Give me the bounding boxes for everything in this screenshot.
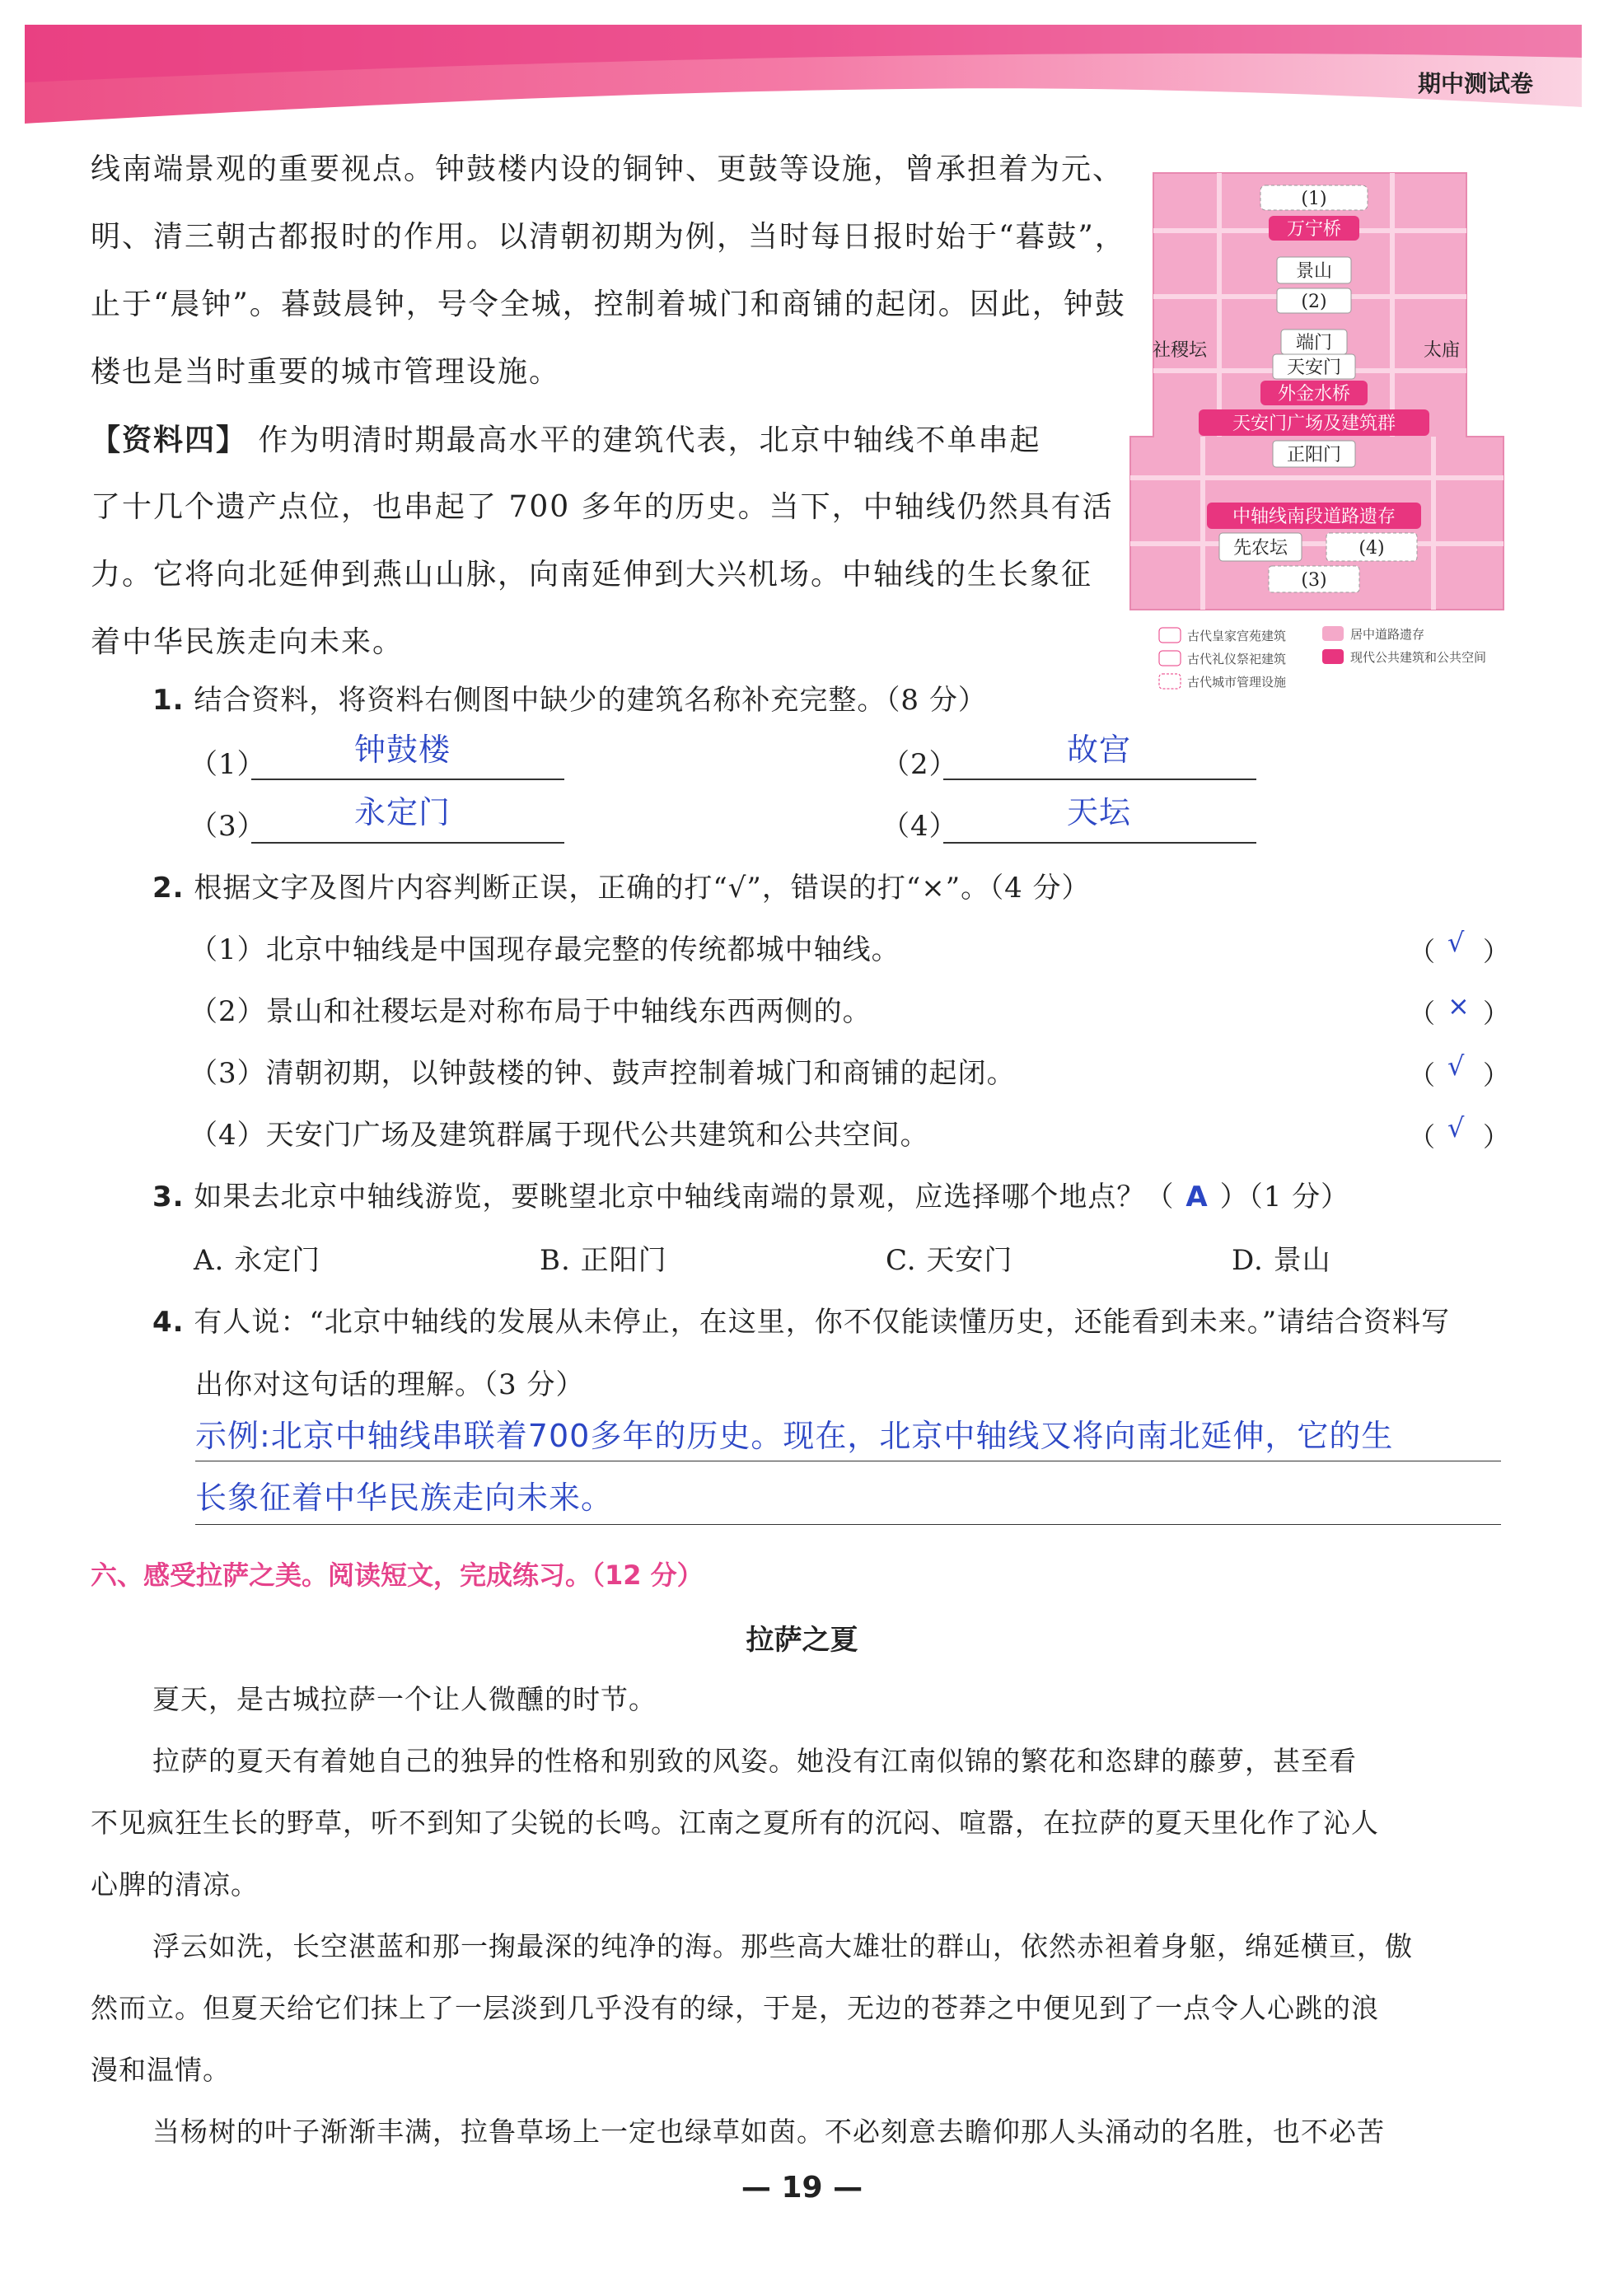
q2-paren-open: （ [1409,1121,1436,1153]
q2-stem [152,857,1091,919]
map-label: 太庙 [1423,340,1461,361]
intro-line: 止于“晨钟”。暮鼓晨钟，号令全城，控制着城门和商铺的起闭。因此，钟鼓 [91,288,1126,321]
map-label: 景山 [1295,261,1333,282]
intro-line: 楼也是当时重要的城市管理设施。 [91,355,561,389]
q2-paren-open: （ [1409,936,1436,967]
q3-text-before: 如果去北京中轴线游览，要眺望北京中轴线南端的景观，应选择哪个地点？（ [194,1181,1175,1213]
q1-answer-3: 永定门 [354,794,451,830]
essay-line: 然而立。但夏天给它们抹上了一层淡到几乎没有的绿，于是，无边的苍莽之中便见到了一点令人心跳的浪 [91,1992,1379,2024]
q2-paren-close: ） [1483,1059,1510,1091]
q3-stem [152,1166,1349,1228]
q4-number: 4. [152,1306,185,1339]
q2-item: （3）清朝初期，以钟鼓楼的钟、鼓声控制着城门和商铺的起闭。 [189,1057,1016,1090]
legend-item: 现代公共建筑和公共空间 [1350,650,1487,665]
q2-item: （1）北京中轴线是中国现存最完整的传统都城中轴线。 [189,933,900,966]
q2-paren-close: ） [1483,998,1510,1029]
material4-label: 【资料四】 [91,423,248,457]
q2-answer-4: √ [1447,1112,1465,1143]
q1-item-2-label: （2） [881,748,958,781]
q2-item: （4）天安门广场及建筑群属于现代公共建筑和公共空间。 [189,1119,929,1152]
legend-item: 古代城市管理设施 [1187,675,1287,690]
map-label: 社稷坛 [1152,340,1208,361]
material4-first-line [91,406,1040,475]
map-label: 先农坛 [1232,538,1288,559]
header-band [0,0,1604,148]
q2-number: 2. [152,872,185,905]
q2-paren-close: ） [1483,1121,1510,1153]
q1-answer-1: 钟鼓楼 [354,732,451,768]
q4-line2: 出你对这句话的理解。（3 分） [195,1368,585,1401]
map-label: 天安门广场及建筑群 [1232,414,1396,434]
q3-option-d: D. 景山 [1232,1244,1331,1277]
q3-answer: A [1185,1181,1209,1213]
intro-line: 明、清三朝古都报时的作用。以清朝初期为例，当时每日报时始于“暮鼓”， [91,220,1126,254]
essay-line: 拉萨的夏天有着她自己的独异的性格和别致的风姿。她没有江南似锦的繁花和恣肆的藤萝，甚至看 [152,1745,1357,1777]
q1-text: 结合资料，将资料右侧图中缺少的建筑名称补充完整。（8 分） [194,684,987,717]
map-legend [1157,620,1512,698]
essay-line: 不见疯狂生长的野草，听不到知了尖锐的长鸣。江南之夏所有的沉闷、喧嚣，在拉萨的夏天里化作了沁人 [91,1807,1379,1839]
essay-line: 当杨树的叶子渐渐丰满，拉鲁草场上一定也绿草如茵。不必刻意去瞻仰那人头涌动的名胜，也不必苦 [152,2116,1385,2148]
q1-item-1-label: （1） [189,748,266,781]
q2-paren-close: ） [1483,936,1510,967]
q2-paren-open: （ [1409,998,1436,1029]
q4-answer-line2: 长象征着中华民族走向未来。 [195,1480,614,1516]
q3-text-after: ）（1 分） [1219,1181,1350,1213]
q2-answer-1: √ [1447,927,1465,958]
axis-map [1120,165,1508,614]
q1-answer-2: 故宫 [1067,732,1132,768]
map-label: (3) [1301,570,1327,591]
material4-line: 力。它将向北延伸到燕山山脉，向南延伸到大兴机场。中轴线的生长象征 [91,558,1093,592]
q3-option-b: B. 正阳门 [540,1244,667,1277]
map-label: 外金水桥 [1277,384,1351,404]
map-label: (4) [1358,538,1385,559]
material4-line: 着中华民族走向未来。 [91,625,405,659]
q1-number: 1. [152,684,185,717]
page-number: — 19 — [741,2171,863,2205]
essay-line: 夏天，是古城拉萨一个让人微醺的时节。 [152,1683,657,1715]
material4-line: 作为明清时期最高水平的建筑代表，北京中轴线不单串起 [258,423,1041,457]
q2-answer-2: × [1447,990,1470,1022]
q2-paren-open: （ [1409,1059,1436,1091]
legend-item: 古代礼仪祭祀建筑 [1187,652,1287,666]
legend-item: 古代皇家宫苑建筑 [1187,629,1287,643]
essay-line: 漫和温情。 [91,2054,231,2086]
q3-number: 3. [152,1181,185,1213]
section6-heading: 六、感受拉萨之美。阅读短文，完成练习。（12 分） [91,1560,704,1591]
map-label: (1) [1301,189,1327,209]
map-label: (2) [1301,292,1327,312]
map-label: 天安门 [1286,358,1342,378]
essay-title: 拉萨之夏 [746,1624,858,1657]
essay-line: 浮云如洗，长空湛蓝和那一掬最深的纯净的海。那些高大雄壮的群山，依然赤袒着身躯，绵延横亘，傲 [152,1930,1413,1962]
q1-answer-4: 天坛 [1067,794,1132,830]
q1-item-4-label: （4） [881,810,958,843]
legend-item: 居中道路遗存 [1350,627,1425,642]
header-title: 期中测试卷 [1417,70,1533,97]
q4-answer-rule-2[interactable] [195,1524,1501,1525]
q3-option-c: C. 天安门 [886,1244,1013,1277]
q2-answer-3: √ [1447,1050,1465,1082]
q2-text: 根据文字及图片内容判断正误，正确的打“√”，错误的打“×”。（4 分） [194,872,1091,905]
map-label: 中轴线南段道路遗存 [1232,507,1396,527]
map-label: 万宁桥 [1286,219,1342,240]
q4-line1: 有人说：“北京中轴线的发展从未停止，在这里，你不仅能读懂历史，还能看到未来。”请结合资料写 [194,1306,1451,1339]
q1-item-3-label: （3） [189,810,266,843]
map-label: 端门 [1295,333,1333,353]
q3-option-a: A. 永定门 [194,1244,321,1277]
map-label: 正阳门 [1286,445,1342,465]
q4-stem [152,1291,1450,1354]
intro-line: 线南端景观的重要视点。钟鼓楼内设的铜钟、更鼓等设施，曾承担着为元、 [91,152,1125,186]
q1-stem [152,669,987,732]
essay-line: 心脾的清凉。 [91,1868,259,1901]
q2-item: （2）景山和社稷坛是对称布局于中轴线东西两侧的。 [189,995,872,1028]
q4-answer-line1: 示例:北京中轴线串联着700多年的历史。现在，北京中轴线又将向南北延伸，它的生 [195,1418,1394,1454]
material4-line: 了十几个遗产点位，也串起了 700 多年的历史。当下，中轴线仍然具有活 [91,490,1114,524]
